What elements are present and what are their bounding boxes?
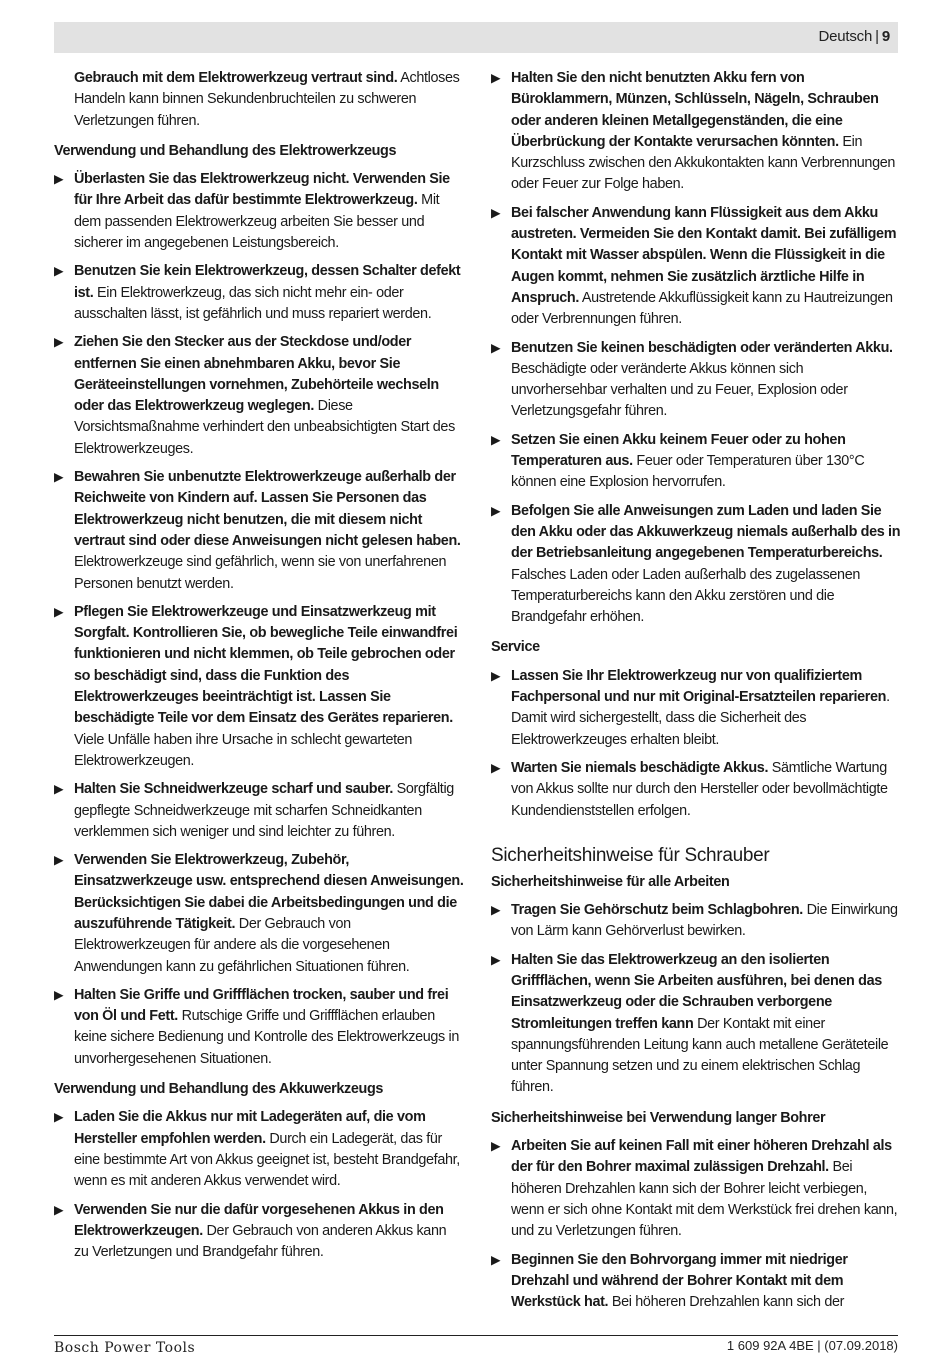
item-body-text: Bei höheren Drehzahlen kann sich der (608, 1294, 845, 1311)
item-body-text: Durch ein Ladegerät, das für eine bestimmte Art von Akkus geeignet ist, besteht Brandgefahr, wenn es mit anderen Akkus verwendet wird. (74, 1130, 460, 1190)
item-bold-text: Halten Sie Schneidwerkzeuge scharf und sauber. (74, 781, 393, 798)
item-body-text: Der Gebrauch von Elektrowerkzeugen für andere als die vorgesehenen Anwendungen kann zu gefährlichen Situationen führen. (74, 915, 410, 975)
continuation-bold: Gebrauch mit dem Elektrowerkzeug vertraut sind. (74, 70, 398, 86)
item-bold-text: Pflegen Sie Elektrowerkzeuge und Einsatzwerkzeug mit Sorgfalt. Kontrollieren Sie, ob bewegliche Teile einwandfrei funktionieren und nicht klemmen, ob Teile gebrochen oder so beschädigt sind, dass die Funktion des Elektrowerkzeuges beeinträchtigt ist. Lassen Sie beschädigte Teile vor dem Einsatz des Gerätes reparieren. (74, 603, 458, 727)
bullet-triangle-icon: ▶ (54, 264, 64, 279)
bullet-triangle-icon: ▶ (491, 432, 501, 447)
right-column (491, 68, 901, 1313)
list-item (491, 758, 901, 822)
item-bold-text: Warten Sie niemals beschädigte Akkus. (511, 759, 769, 776)
item-body-text: Ein Elektrowerkzeug, das sich nicht mehr ein- oder ausschalten lässt, ist gefährlich und muss repariert werden. (74, 284, 432, 322)
bullet-triangle-icon: ▶ (491, 503, 501, 518)
page-header-text (819, 28, 891, 45)
section-list-akku-continued (491, 68, 901, 628)
item-body-text: Beschädigte oder veränderte Akkus können sich unvorhersehbar verhalten und zu Feuer, Explosion oder Verletzungsgefahr führen. (511, 360, 848, 420)
bullet-triangle-icon: ▶ (54, 782, 64, 797)
item-bold-text: Tragen Sie Gehörschutz beim Schlagbohren. (511, 902, 803, 919)
item-body-text: Bei höheren Drehzahlen kann sich der Bohrer leicht verbiegen, wenn er sich ohne Kontakt mit dem Werkstück frei drehen kann, und zu Verletzungen führen. (511, 1159, 898, 1240)
list-item (54, 169, 464, 254)
item-bold-text: Benutzen Sie keinen beschädigten oder veränderten Akku. (511, 339, 893, 356)
list-item (491, 68, 901, 196)
bullet-triangle-icon: ▶ (491, 1252, 501, 1267)
left-column (54, 68, 464, 1263)
page-number: 9 (881, 28, 890, 45)
item-body-text: Der Gebrauch von anderen Akkus kann zu Verletzungen und Brandgefahr führen. (74, 1222, 447, 1261)
list-item (491, 900, 901, 943)
heading-schrauber: Sicherheitshinweise für Schrauber (491, 844, 770, 866)
header-separator: | (875, 28, 879, 45)
continuation-text: Achtloses Handeln kann binnen Sekundenbruchteilen zu schweren Verletzungen führen. (74, 70, 460, 129)
bullet-triangle-icon: ▶ (491, 205, 501, 220)
list-item (54, 1107, 464, 1192)
item-bold-text: Überlasten Sie das Elektrowerkzeug nicht. Verwenden Sie für Ihre Arbeit das dafür bestimmte Elektrowerkzeug. (74, 171, 450, 209)
list-item (54, 602, 464, 772)
item-bold-text: Benutzen Sie kein Elektrowerkzeug, dessen Schalter defekt ist. (74, 263, 461, 301)
item-body-text: Die Einwirkung von Lärm kann Gehörverlust bewirken. (511, 902, 898, 940)
item-body-text: Diese Vorsichtsmaßnahme verhindert den unbeabsichtigten Start des Elektrowerkzeuges. (74, 398, 455, 457)
bullet-triangle-icon: ▶ (491, 952, 501, 967)
item-bold-text: Verwenden Sie nur die dafür vorgesehenen Akkus in den Elektrowerkzeugen. (74, 1201, 444, 1239)
item-bold-text: Verwenden Sie Elektrowerkzeug, Zubehör, Einsatzwerkzeuge usw. entsprechend diesen Anweisungen. Berücksichtigen Sie dabei die Arbeitsbedingungen und die auszuführende Tätigkeit. (74, 852, 464, 932)
footer-brand-logo: Bosch Power Tools (54, 1340, 196, 1356)
item-body-text: Elektrowerkzeuge sind gefährlich, wenn sie von unerfahrenen Personen benutzt werden. (74, 554, 447, 592)
item-bold-text: Beginnen Sie den Bohrvorgang immer mit niedriger Drehzahl und während der Bohrer Kontakt mit dem Werkstück hat. (511, 1251, 848, 1311)
list-item (491, 338, 901, 423)
item-body-text: Ein Kurzschluss zwischen den Akkukontakten kann Verbrennungen oder Feuer zur Folge haben. (511, 133, 896, 193)
header-language: Deutsch (818, 28, 873, 45)
bullet-triangle-icon: ▶ (54, 1110, 64, 1125)
item-bold-text: Halten Sie Griffe und Griffflächen trocken, sauber und frei von Öl und Fett. (74, 986, 449, 1025)
list-item (491, 203, 901, 331)
item-body-text: Sämtliche Wartung von Akkus sollte nur durch den Hersteller oder bevollmächtigte Kundendienststellen erfolgen. (511, 759, 888, 819)
section-title-akkuwerkzeug: Verwendung und Behandlung des Akkuwerkzeugs (54, 1081, 384, 1098)
item-bold-text: Halten Sie das Elektrowerkzeug an den isolierten Griffflächen, wenn Sie Arbeiten ausführen, bei denen das Einsatzwerkzeug oder die Schrauben verborgene Stromleitungen treffen kann (511, 951, 882, 1032)
list-item (54, 1200, 464, 1264)
item-bold-text: Lassen Sie Ihr Elektrowerkzeug nur von qualifiziertem Fachpersonal und nur mit Original-Ersatzteilen reparieren (511, 667, 887, 706)
section-list-service (491, 666, 901, 822)
section-title-elektrowerkzeug: Verwendung und Behandlung des Elektrowerkzeugs (54, 142, 397, 159)
bullet-triangle-icon: ▶ (54, 987, 64, 1002)
bullet-triangle-icon: ▶ (491, 903, 501, 918)
bullet-triangle-icon: ▶ (491, 668, 501, 683)
bullet-triangle-icon: ▶ (54, 470, 64, 485)
list-item (54, 850, 464, 978)
item-bold-text: Setzen Sie einen Akku keinem Feuer oder zu hohen Temperaturen aus. (511, 431, 846, 470)
bullet-triangle-icon: ▶ (54, 1202, 64, 1217)
bullet-triangle-icon: ▶ (491, 760, 501, 775)
section-list-all-work (491, 900, 901, 1099)
section-title-all-work: Sicherheitshinweise für alle Arbeiten (491, 873, 730, 890)
footer-rule (54, 1335, 898, 1336)
item-body-text: Austretende Akkuflüssigkeit kann zu Hautreizungen oder Verbrennungen führen. (511, 289, 893, 328)
list-item (491, 1250, 901, 1314)
section-title-long-drill: Sicherheitshinweise bei Verwendung langer Bohrer (491, 1109, 826, 1126)
item-body-text: Der Kontakt mit einer spannungsführenden Leitung kann auch metallene Geräteteile unter Spannung setzen und zu einem elektrischen Schlag führen. (511, 1015, 889, 1096)
page-header-bar (54, 22, 898, 53)
list-item (54, 985, 464, 1070)
item-body-text: Falsches Laden oder Laden außerhalb des zugelassenen Temperaturbereichs kann den Akku zerstören und die Brandgefahr erhöhen. (511, 566, 861, 626)
list-item (491, 501, 901, 629)
item-body-text: Sorgfältig gepflegte Schneidwerkzeuge mit scharfen Schneidkanten verklemmen sich weniger und sind leichter zu führen. (74, 781, 454, 840)
item-body-text: Viele Unfälle haben ihre Ursache in schlecht gewarteten Elektrowerkzeugen. (74, 731, 413, 769)
bullet-triangle-icon: ▶ (54, 853, 64, 868)
section-title-service: Service (491, 639, 540, 656)
item-bold-text: Arbeiten Sie auf keinen Fall mit einer höheren Drehzahl als der für den Bohrer maximal zulässigen Drehzahl. (511, 1138, 892, 1176)
list-item (54, 467, 464, 595)
list-item (491, 430, 901, 494)
section-list-long-drill (491, 1136, 901, 1313)
bullet-triangle-icon: ▶ (54, 604, 64, 619)
item-body-text: Rutschige Griffe und Griffflächen erlauben keine sichere Bedienung und Kontrolle des Elektrowerkzeugs in unvorhergesehenen Situationen. (74, 1008, 460, 1067)
item-body-text: Mit dem passenden Elektrowerkzeug arbeiten Sie besser und sicherer im angegebenen Leistungsbereich. (74, 192, 440, 252)
item-bold-text: Ziehen Sie den Stecker aus der Steckdose und/oder entfernen Sie einen abnehmbaren Akku, bevor Sie Geräteeinstellungen vornehmen, Zubehörteile wechseln oder das Elektrowerkzeug weglegen. (74, 334, 439, 415)
bullet-triangle-icon: ▶ (54, 335, 64, 350)
list-item (491, 666, 901, 751)
bullet-triangle-icon: ▶ (54, 172, 64, 187)
list-item (54, 332, 464, 460)
section-list-akkuwerkzeug (54, 1107, 464, 1263)
list-item (54, 261, 464, 325)
item-bold-text: Halten Sie den nicht benutzten Akku fern von Büroklammern, Münzen, Schlüsseln, Nägeln, Schrauben oder anderen kleinen Metallgegenständen, die eine Überbrückung der Kontakte verursachen könnten. (511, 70, 879, 150)
section-list-elektrowerkzeug (54, 169, 464, 1070)
bullet-triangle-icon: ▶ (491, 71, 501, 85)
item-bold-text: Laden Sie die Akkus nur mit Ladegeräten auf, die vom Hersteller empfohlen werden. (74, 1109, 426, 1147)
list-item (491, 950, 901, 1099)
item-bold-text: Befolgen Sie alle Anweisungen zum Laden und laden Sie den Akku oder das Akkuwerkzeug niemals außerhalb des in der Betriebsanleitung angegebenen Temperaturbereichs. (511, 502, 901, 562)
bullet-triangle-icon: ▶ (491, 340, 501, 355)
item-bold-text: Bewahren Sie unbenutzte Elektrowerkzeuge außerhalb der Reichweite von Kindern auf. Lassen Sie Personen das Elektrowerkzeug nicht benutzen, die mit diesem nicht vertraut sind oder diese Anweisungen nicht gelesen haben. (74, 469, 461, 549)
item-body-text: Feuer oder Temperaturen über 130°C können eine Explosion hervorrufen. (511, 453, 865, 491)
continuation-paragraph (74, 68, 464, 132)
list-item (491, 1136, 901, 1242)
footer-doc-code: 1 609 92A 4BE | (07.09.2018) (726, 1338, 898, 1353)
item-bold-text: Bei falscher Anwendung kann Flüssigkeit aus dem Akku austreten. Vermeiden Sie den Kontakt damit. Bei zufälligem Kontakt mit Wasser abspülen. Wenn die Flüssigkeit in die Augen kommt, nehmen Sie zusätzlich ärztliche Hilfe in Anspruch. (511, 204, 897, 306)
bullet-triangle-icon: ▶ (491, 1139, 501, 1154)
list-item (54, 779, 464, 843)
item-body-text: . Damit wird sichergestellt, dass die Sicherheit des Elektrowerkzeuges erhalten bleibt. (511, 689, 890, 748)
